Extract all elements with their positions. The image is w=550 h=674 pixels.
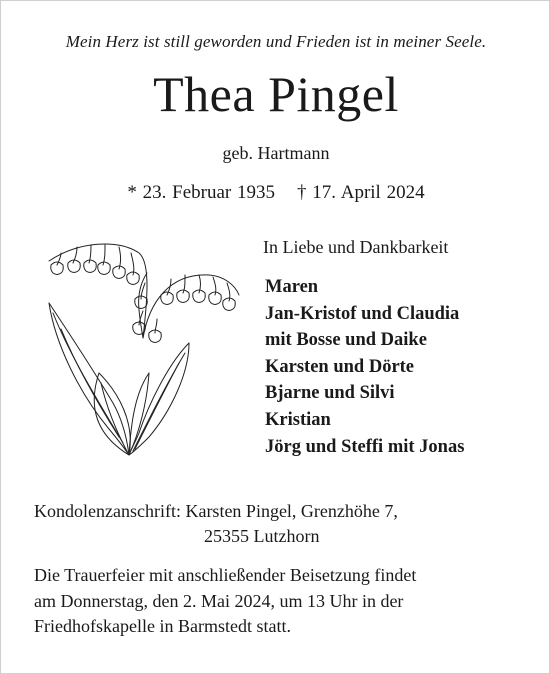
- list-item: Bjarne und Silvi: [265, 383, 395, 404]
- motto-verse: Mein Herz ist still geworden und Frieden ist in meiner Seele.: [65, 32, 487, 51]
- ceremony-line: Die Trauerfeier mit anschließender Beisetzung findet: [34, 565, 417, 585]
- list-item: mit Bosse und Daike: [265, 330, 427, 351]
- lily-of-the-valley-icon: [39, 233, 249, 459]
- mourners-intro: In Liebe und Dankbarkeit: [263, 237, 449, 257]
- ceremony-line: am Donnerstag, den 2. Mai 2024, um 13 Uhr in der: [34, 590, 404, 611]
- birth-date: * 23. Februar 1935: [127, 182, 276, 203]
- list-item: Karsten und Dörte: [265, 356, 415, 377]
- life-dates: [1, 182, 550, 204]
- list-item: Kristian: [265, 409, 331, 430]
- address-line: 25355 Lutzhorn: [204, 526, 320, 546]
- list-item: Maren: [265, 277, 319, 297]
- condolence-address: [34, 499, 398, 549]
- list-item: Jörg und Steffi mit Jonas: [265, 436, 465, 457]
- list-item: Jan-Kristof und Claudia: [265, 303, 460, 324]
- death-date: † 17. April 2024: [297, 182, 425, 203]
- ceremony-notice: [34, 563, 534, 640]
- ceremony-line: Friedhofskapelle in Barmstedt statt.: [34, 616, 291, 636]
- mourners-list: [265, 274, 464, 460]
- birth-name: geb. Hartmann: [222, 143, 330, 163]
- deceased-name: Thea Pingel: [153, 66, 399, 122]
- address-line: Kondolenzanschrift: Karsten Pingel, Grenzhöhe 7,: [34, 501, 398, 521]
